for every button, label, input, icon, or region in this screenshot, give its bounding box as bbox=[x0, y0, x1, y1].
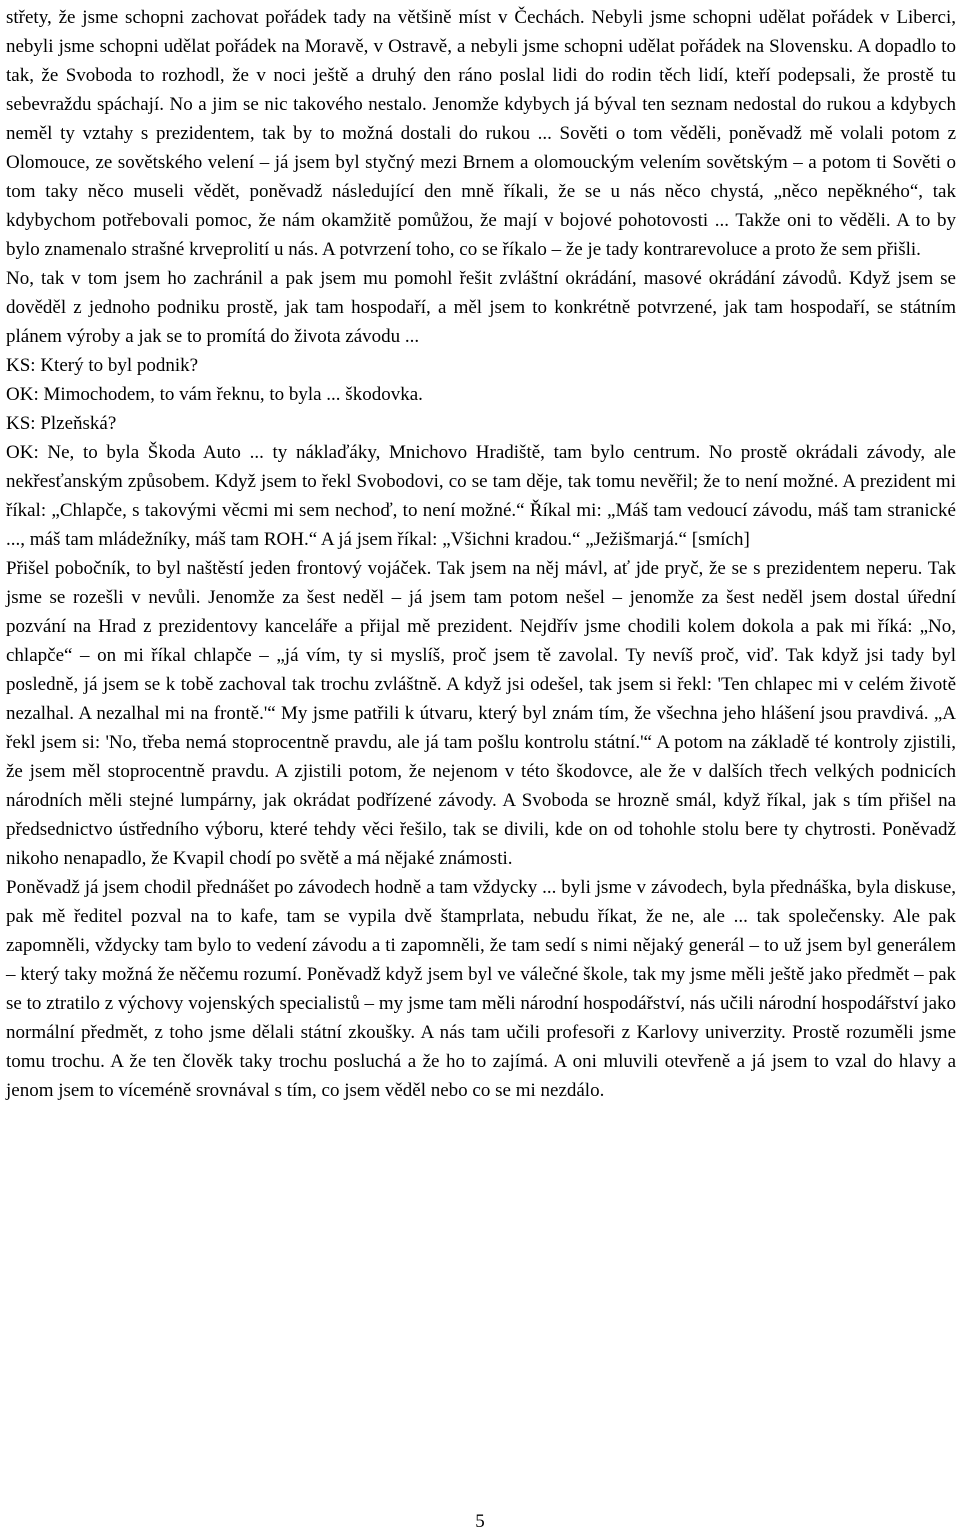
document-body bbox=[6, 3, 956, 1105]
interview-question: KS: Plzeňská? bbox=[6, 413, 117, 434]
paragraph: střety, že jsme schopni zachovat pořádek tady na většině míst v Čechách. Nebyli jsme schopni udělat pořádek v Liberci, nebyli jsme schopni udělat pořádek na Moravě, v Ostravě, a nebyli jsme schopni udělat pořádek na Slovensku. A dopadlo to tak, že Svoboda to rozhodl, že v noci ještě a druhý den ráno poslal lidi do rodin těch lidí, kteří podepsali, že prostě tu sebevraždu spáchají. No a jim se nic takového nestalo. Jenomže kdybych já býval ten seznam nedostal do rukou a kdybych neměl ty vztahy s prezidentem, tak by to možná dostali do rukou ... Sověti o tom věděli, poněvadž mě volali potom z Olomouce, ze sovětského velení – já jsem byl styčný mezi Brnem a olomouckým velením sovětským – a potom ti Sověti o tom taky něco museli vědět, poněvadž následující den mně říkali, že se u nás něco chystá, „něco nepěkného“, tak kdybychom potřebovali pomoc, že nám okamžitě pomůžou, že mají v bojové pohotovosti ... Takže oni to věděli. A to by bylo znamenalo strašné krveprolití u nás. A potvrzení toho, co se říkalo – že je tady kontrarevoluce a proto že sem přišli. bbox=[6, 7, 956, 260]
paragraph: Poněvadž já jsem chodil přednášet po závodech hodně a tam vždycky ... byli jsme v závodech, byla přednáška, byla diskuse, pak mě ředitel pozval na to kafe, tam se vypila dvě štamprlata, nebudu říkat, že ne, ale ... tak společensky. Ale pak zapomněli, vždycky tam bylo to vedení závodu a ti zapomněli, že tam sedí s nimi nějaký generál – to už jsem byl generálem – který taky možná že něčemu rozumí. Poněvadž když jsem byl ve válečné škole, tak my jsme měli ještě jako předmět – pak se to ztratilo z výchovy vojenských specialistů – my jsme tam měli národní hospodářství, nás učili národní hospodářství jako normální předmět, z toho jsme dělali státní zkoušky. A nás tam učili profesoři z Karlovy univerzity. Prostě rozuměli jsme tomu trochu. A že ten člověk taky trochu posluchá a že ho to zajímá. A oni mluvili otevřeně a já jsem to vzal do hlavy a jenom jsem to víceméně srovnával s tím, co jsem věděl nebo co se mi nezdálo. bbox=[6, 877, 956, 1101]
page-number: 5 bbox=[475, 1511, 485, 1532]
interview-answer: OK: Mimochodem, to vám řeknu, to byla ... škodovka. bbox=[6, 384, 423, 405]
paragraph: No, tak v tom jsem ho zachránil a pak jsem mu pomohl řešit zvláštní okrádání, masové okrádání závodů. Když jsem se dověděl z jednoho podniku prostě, jak tam hospodaří, a měl jsem to konkrétně potvrzené, jak tam hospodaří, se státním plánem výroby a jak se to promítá do života závodu ... bbox=[6, 268, 956, 347]
paragraph: Přišel pobočník, to byl naštěstí jeden frontový vojáček. Tak jsem na něj mávl, ať jde pryč, že se s prezidentem neperu. Tak jsme se rozešli v nevůli. Jenomže za šest neděl – já jsem tam potom nešel – jenomže za šest neděl jsem dostal úřední pozvání na Hrad z prezidentovy kanceláře a přijal mě prezident. Nejdřív jsme chodili kolem dokola a pak mi říká: „No, chlapče“ – on mi říkal chlapče – „já vím, ty si myslíš, proč jsem tě zavolal. Ty nevíš proč, viď. Tak když jsi tady byl posledně, já jsem se k tobě zachoval tak trochu zvláštně. A když jsi odešel, tak jsem si řekl: 'Ten chlapec mi v celém životě nezalhal. A nezalhal mi na frontě.'“ My jsme patřili k útvaru, který byl znám tím, že všechna jeho hlášení jsou pravdivá. „A řekl jsem si: 'No, třeba nemá stoprocentně pravdu, ale já tam pošlu kontrolu státní.'“ A potom na základě té kontroly zjistili, že jsem měl stoprocentně pravdu. A zjistili potom, že nejenom v této škodovce, ale že v dalších třech velkých podnicích národních měli stejné lumpárny, jak okrádat podřízené závody. A Svoboda se hrozně smál, když říkal, jak s tím přišel na předsednictvo ústředního výboru, které tehdy věci řešilo, tak se divili, kde on od tohohle stolu bere ty chytrosti. Poněvadž nikoho nenapadlo, že Kvapil chodí po světě a má nějaké známosti. bbox=[6, 558, 956, 869]
interview-answer: OK: Ne, to byla Škoda Auto ... ty náklaďáky, Mnichovo Hradiště, tam bylo centrum. No prostě okrádali závody, ale nekřesťanským způsobem. Když jsem to řekl Svobodovi, co se tam děje, tak tomu nevěřil; že to není možné. A prezident mi říkal: „Chlapče, s takovými věcmi mi sem nechoď, to není možné.“ Říkal mi: „Máš tam vedoucí závodu, máš tam stranické ..., máš tam mládežníky, máš tam ROH.“ A já jsem říkal: „Všichni kradou.“ „Ježišmarjá.“ [smích] bbox=[6, 442, 956, 550]
interview-question: KS: Který to byl podnik? bbox=[6, 355, 199, 376]
